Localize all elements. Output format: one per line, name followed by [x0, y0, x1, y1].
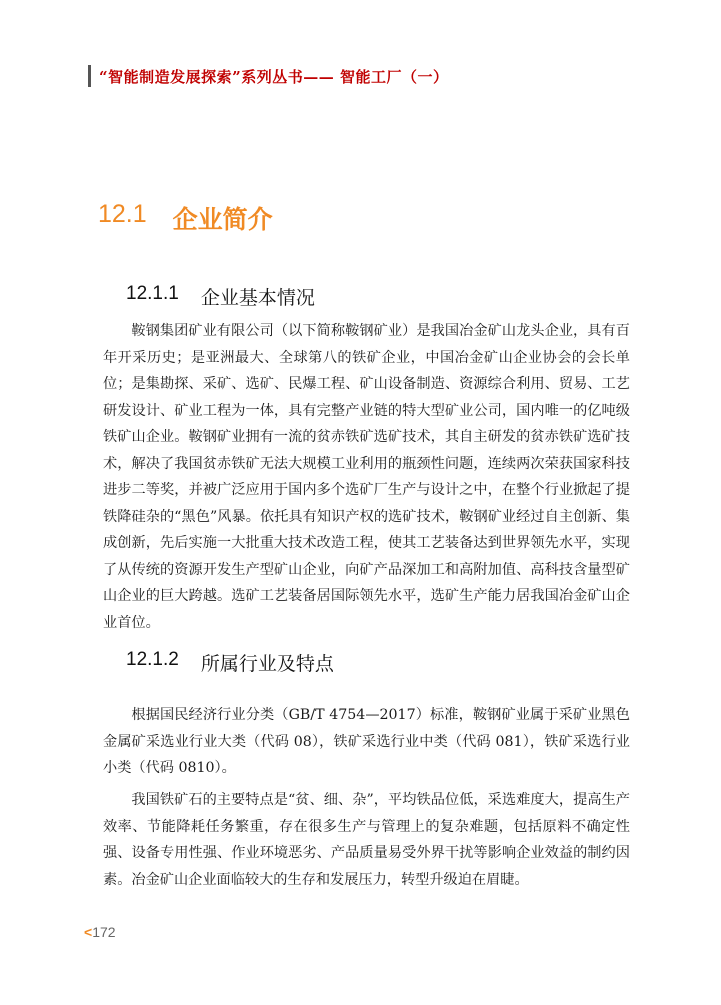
subsection-number: 12.1.2 — [126, 649, 179, 670]
page-arrow-icon: < — [84, 924, 93, 940]
subsection-title: 所属行业及特点 — [200, 654, 334, 675]
body-paragraph: 鞍钢集团矿业有限公司（以下简称鞍钢矿业）是我国冶金矿山龙头企业，具有百年开采历史；是亚洲最大、全球第八的铁矿企业，中国冶金矿山企业协会的会长单位；是集勘探、采矿、选矿、民爆工程、矿山设备制造、资源综合利用、贸易、工艺研发设计、矿业工程为一体，具有完整产业链的特大型矿业公司，国内唯一的亿吨级铁矿山企业。鞍钢矿业拥有一流的贫赤铁矿选矿技术，其自主研发的贫赤铁矿选矿技术，解决了我国贫赤铁矿无法大规模工业利用的瓶颈性问题，连续两次荣获国家科技进步二等奖，并被广泛应用于国内多个选矿厂生产与设计之中，在整个行业掀起了提铁降硅杂的“黑色”风暴。依托具有知识产权的选矿技术，鞍钢矿业经过自主创新、集成创新，先后实施一大批重大技术改造工程，使其工艺装备达到世界领先水平，实现了从传统的资源开发生产型矿山企业，向矿产品深加工和高附加值、高科技含量型矿山企业的巨大跨越。选矿工艺装备居国际领先水平，选矿生产能力居我国冶金矿山企业首位。 — [103, 323, 630, 631]
section-number: 12.1 — [98, 200, 147, 228]
subsection-title: 企业基本情况 — [200, 288, 315, 309]
subsection-heading-1 — [126, 283, 315, 310]
page-number-value: 172 — [92, 924, 116, 940]
subsection-number: 12.1.1 — [126, 283, 179, 304]
body-paragraph: 根据国民经济行业分类（GB/T 4754—2017）标准，鞍钢矿业属于采矿业黑色金属矿采选业行业大类（代码 08），铁矿采选行业中类（代码 081），铁矿采选行业小类（代码 0810）。 — [103, 707, 630, 776]
section-title: 企业简介 — [172, 206, 273, 234]
page-number — [84, 924, 116, 940]
running-header — [88, 64, 448, 88]
body-paragraph: 我国铁矿石的主要特点是“贫、细、杂”，平均铁品位低，采选难度大，提高生产效率、节能降耗任务繁重，存在很多生产与管理上的复杂难题，包括原料不确定性强、设备专用性强、作业环境恶劣、产品质量易受外界干扰等影响企业效益的制约因素。冶金矿山企业面临较大的生存和发展压力，转型升级迫在眉睫。 — [103, 792, 630, 888]
running-header-text: “智能制造发展探索”系列丛书—— 智能工厂（一） — [99, 67, 449, 86]
subsection-heading-2 — [126, 649, 334, 676]
section-heading — [98, 200, 273, 236]
header-divider-bar — [88, 65, 91, 87]
